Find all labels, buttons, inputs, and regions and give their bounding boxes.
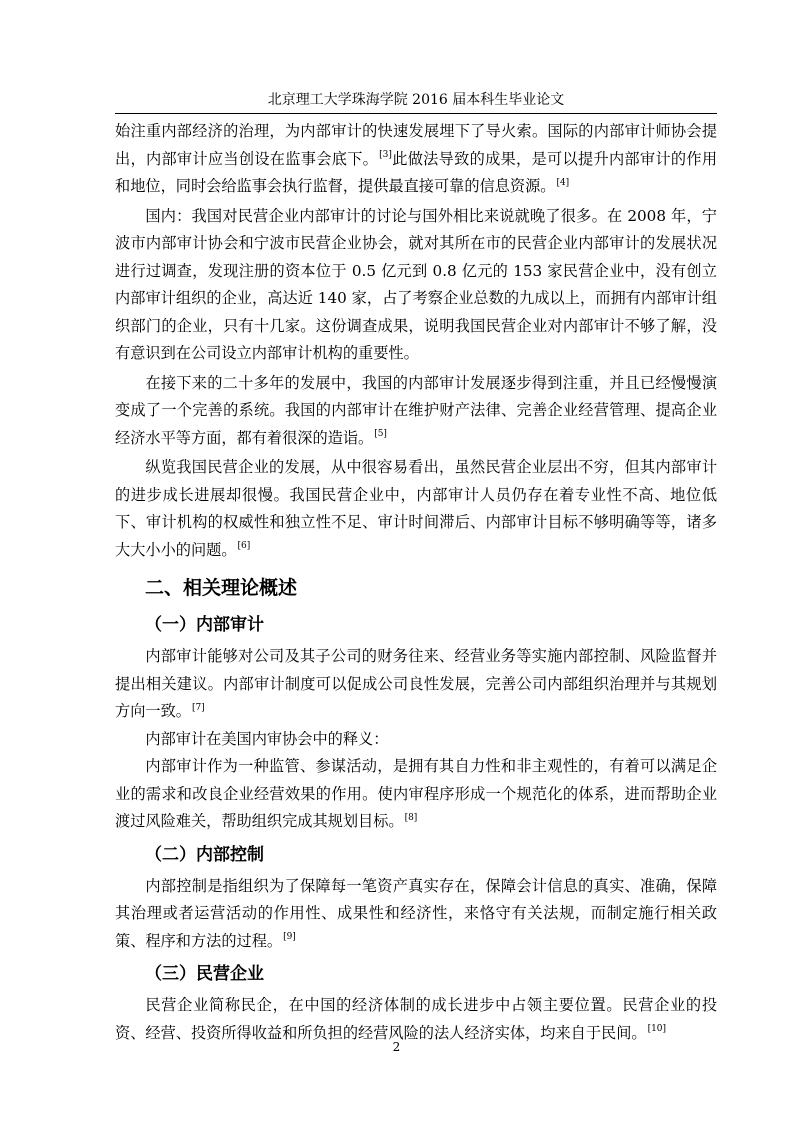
paragraph <box>115 454 717 564</box>
citation: [9] <box>283 932 296 943</box>
paragraph <box>115 118 717 201</box>
subsection-heading: （一）内部审计 <box>145 615 264 635</box>
paragraph <box>115 753 717 836</box>
paragraph <box>115 873 717 956</box>
paragraph-text: 始注重内部经济的治理，为内部审计的快速发展埋下了导火索。国际的内部审计师协会提出，内部审计应当创设在监事会底下。 <box>115 122 717 168</box>
paragraph-text: 在接下来的二十多年的发展中，我国的内部审计发展逐步得到注重，并且已经慢慢演变成了一个完善的系统。我国的内部审计在维护财产法律、完善企业经营管理、提高企业经济水平等方面，都有着很深的造诣。 <box>115 373 717 447</box>
citation: [3] <box>379 150 392 161</box>
paragraph-text: 内部审计作为一种监管、参谋活动，是拥有其自力性和非主观性的，有着可以满足企业的需求和改良企业经营效果的作用。使内审程序形成一个规范化的体系，进而帮助企业渡过风险难关，帮助组织完成其规划目标。 <box>115 757 717 830</box>
citation: [7] <box>191 702 205 713</box>
paragraph-text: 国内：我国对民营企业内部审计的讨论与国外相比来说就晚了很多。在 2008 年，宁波市内部审计协会和宁波市民营企业协会，就对其所在市的民营企业内部审计的发展状况进行过调查，发现注册的资本位于 0.5 亿元到 0.8 亿元的 153 家民营企业中，没有创立内部审计组织的企业，高达近 140 家，占了考察企业总数的九成以上，而拥有内部审计组织部门的企业，只有十几家。这份调查成果，说明我国民营企业对内部审计不够了解，没有意识到在公司设立内部审计机构的重要性。 <box>115 206 717 362</box>
citation: [10] <box>647 1024 667 1035</box>
page-number: 2 <box>392 1040 401 1054</box>
paragraph-text: 纵览我国民营企业的发展，从中很容易看出，虽然民营企业层出不穷，但其内部审计的进步成长进展却很慢。我国民营企业中，内部审计人员仍存在着专业性不高、地位低下、审计机构的权威性和独立性不足、审计时间滞后、内部审计目标不够明确等等，诸多大大小小的问题。 <box>115 458 717 559</box>
subsection-heading: （三）民营企业 <box>145 964 264 984</box>
paragraph <box>115 643 717 726</box>
citation: [8] <box>404 812 418 823</box>
subsection-heading: （二）内部控制 <box>145 844 264 865</box>
citation: [5] <box>374 429 387 440</box>
paragraph-text: 民营企业简称民企，在中国的经济体制的成长进步中占领主要位置。民营企业的投资、经营、投资所得收益和所负担的经营风险的法人经济实体，均来自于民间。 <box>115 996 717 1042</box>
section-heading: 二、相关理论概述 <box>145 577 298 599</box>
citation: [4] <box>556 177 570 188</box>
header-rule <box>115 113 717 114</box>
paragraph-text: 内部审计能够对公司及其子公司的财务往来、经营业务等实施内部控制、风险监督并提出相关建议。内部审计制度可以促成公司良性发展，完善公司内部组织治理并与其规划方向一致。 <box>115 647 717 720</box>
paragraph-text: 此做法导致的成果，是可以提升内部审计的作用和地位，同时会给监事会执行监督，提供最直接可靠的信息资源。 <box>115 149 718 195</box>
citation: [6] <box>237 541 251 552</box>
paragraph <box>115 370 717 453</box>
paragraph-text: 内部控制是指组织为了保障每一笔资产真实存在，保障会计信息的真实、准确，保障其治理或者运营活动的作用性、成果性和经济性，来恪守有关法规，而制定施行相关政策、程序和方法的过程。 <box>115 876 717 950</box>
page-body <box>115 118 717 1047</box>
paragraph <box>115 203 717 368</box>
paragraph <box>115 992 717 1047</box>
paragraph <box>115 726 717 754</box>
running-header: 北京理工大学珠海学院 2016 届本科生毕业论文 <box>267 92 565 108</box>
paragraph-text: 内部审计在美国内审协会中的释义： <box>145 729 389 748</box>
